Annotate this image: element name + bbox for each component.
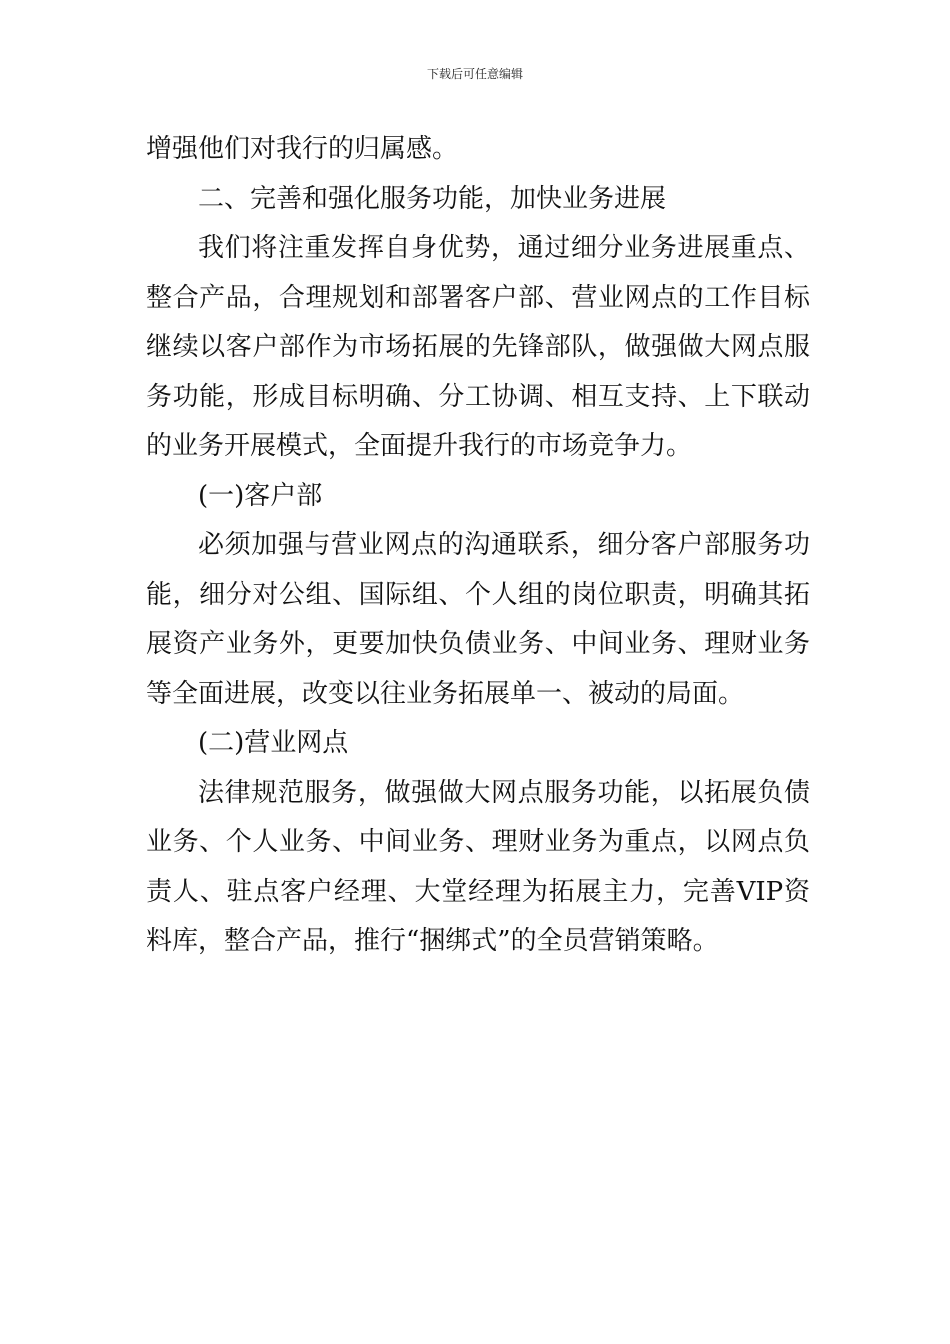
paragraph-continuation: 增强他们对我行的归属感。 xyxy=(146,134,459,164)
section-heading-2: 二、完善和强化服务功能，加快业务进展 xyxy=(198,183,667,214)
document-body xyxy=(146,125,810,967)
paragraph-customer-dept: 必须加强与营业网点的沟通联系，细分客户部服务功能，细分对公组、国际组、个人组的岗位职责，明确其拓展资产业务外，更要加快负债业务、中间业务、理财业务等全面进展，改变以往业务拓展单一、被动的局面。 xyxy=(146,530,810,709)
paragraph-business-outlets: 法律规范服务，做强做大网点服务功能，以拓展负债业务、个人业务、中间业务、理财业务为重点，以网点负责人、驻点客户经理、大堂经理为拓展主力，完善VIP资料库，整合产品，推行“捆绑式”的全员营销策略。 xyxy=(146,777,810,956)
page-header: 下载后可任意编辑 xyxy=(426,67,523,81)
subheading-business-outlets: (二)营业网点 xyxy=(198,728,349,758)
subheading-customer-dept: (一)客户部 xyxy=(198,480,323,511)
paragraph-section-2-intro: 我们将注重发挥自身优势，通过细分业务进展重点、整合产品，合理规划和部署客户部、营业网点的工作目标继续以客户部作为市场拓展的先锋部队，做强做大网点服务功能，形成目标明确、分工协调、相互支持、上下联动的业务开展模式，全面提升我行的市场竞争力。 xyxy=(146,233,810,461)
